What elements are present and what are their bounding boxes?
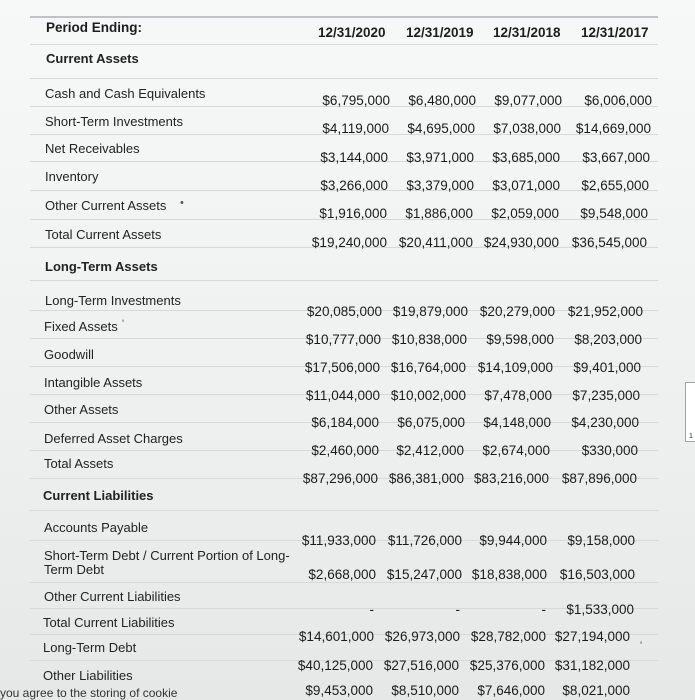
value-cell: $6,006,000 bbox=[584, 93, 652, 108]
value-cell: $1,886,000 bbox=[405, 206, 473, 221]
top-rule bbox=[30, 16, 658, 18]
value-cell: $17,506,000 bbox=[304, 360, 380, 375]
value-cell: $2,655,000 bbox=[581, 178, 649, 193]
value-cell: $4,148,000 bbox=[483, 415, 551, 430]
value-cell: - bbox=[369, 602, 374, 617]
value-cell: $9,598,000 bbox=[486, 332, 554, 347]
row-label: Cash and Cash Equivalents bbox=[45, 86, 206, 101]
value-cell: $330,000 bbox=[581, 443, 638, 458]
row-divider bbox=[30, 582, 658, 583]
row-label: Other Current Assets bbox=[45, 198, 167, 213]
value-cell: $87,296,000 bbox=[302, 471, 378, 486]
value-cell: $6,184,000 bbox=[311, 415, 379, 430]
value-cell: $2,674,000 bbox=[482, 443, 550, 458]
value-cell: - bbox=[541, 602, 546, 617]
value-cell: $6,795,000 bbox=[322, 93, 390, 108]
row-divider bbox=[30, 510, 658, 511]
side-marker-number: 1 bbox=[689, 433, 693, 440]
value-cell: $7,478,000 bbox=[484, 388, 552, 403]
value-cell: $14,109,000 bbox=[477, 360, 553, 375]
value-cell: $16,764,000 bbox=[390, 360, 466, 375]
value-cell: $3,266,000 bbox=[320, 178, 388, 193]
value-cell: $28,782,000 bbox=[470, 629, 546, 644]
value-cell: $1,916,000 bbox=[319, 206, 387, 221]
value-cell: $20,085,000 bbox=[306, 304, 382, 319]
value-cell: $9,453,000 bbox=[305, 683, 373, 698]
value-cell: $19,240,000 bbox=[311, 235, 387, 250]
value-cell: $20,411,000 bbox=[398, 235, 473, 250]
value-cell: $7,646,000 bbox=[477, 683, 545, 698]
row-marker-dot: ' bbox=[640, 640, 643, 652]
value-cell: $8,203,000 bbox=[574, 332, 642, 347]
value-cell: $2,412,000 bbox=[396, 443, 464, 458]
value-cell: $27,516,000 bbox=[383, 658, 459, 673]
value-cell: $1,533,000 bbox=[566, 602, 634, 617]
value-cell: $9,077,000 bbox=[494, 93, 562, 108]
value-cell: $16,503,000 bbox=[559, 567, 635, 582]
row-label: Inventory bbox=[45, 169, 99, 184]
row-label: Long-Term Investments bbox=[45, 293, 181, 308]
value-cell: $20,279,000 bbox=[479, 304, 555, 319]
value-cell: $10,777,000 bbox=[305, 332, 381, 347]
value-cell: $2,059,000 bbox=[491, 206, 559, 221]
value-cell: $86,381,000 bbox=[388, 471, 464, 486]
value-cell: $27,194,000 bbox=[554, 629, 630, 644]
value-cell: $14,601,000 bbox=[298, 629, 374, 644]
row-label: Short-Term Investments bbox=[45, 114, 183, 129]
row-label: Total Assets bbox=[44, 456, 114, 471]
value-cell: $9,158,000 bbox=[567, 533, 635, 548]
value-cell: $2,668,000 bbox=[308, 567, 376, 582]
period-ending-label: Period Ending: bbox=[46, 20, 142, 35]
row-label: Goodwill bbox=[44, 347, 94, 362]
value-cell: $9,944,000 bbox=[479, 533, 547, 548]
row-label: Other Liabilities bbox=[43, 668, 133, 683]
row-label: Fixed Assets bbox=[44, 319, 118, 334]
value-cell: $21,952,000 bbox=[567, 304, 643, 319]
row-marker-dot: • bbox=[180, 197, 184, 209]
value-cell: $4,230,000 bbox=[571, 415, 639, 430]
row-label: Other Assets bbox=[44, 402, 119, 417]
section-long-term-assets: Long-Term Assets bbox=[45, 259, 158, 274]
value-cell: $3,971,000 bbox=[406, 150, 474, 165]
value-cell: $3,379,000 bbox=[406, 178, 474, 193]
value-cell: $3,685,000 bbox=[492, 150, 560, 165]
value-cell: $8,021,000 bbox=[562, 683, 630, 698]
row-label: Long-Term Debt bbox=[43, 640, 137, 655]
value-cell: $8,510,000 bbox=[391, 683, 459, 698]
value-cell: $9,548,000 bbox=[580, 206, 648, 221]
cookie-notice: you agree to the storing of cookie bbox=[0, 686, 178, 700]
value-cell: $25,376,000 bbox=[469, 658, 545, 673]
value-cell: $36,545,000 bbox=[571, 235, 647, 250]
date-col-3: 12/31/2018 bbox=[493, 25, 561, 40]
value-cell: $24,930,000 bbox=[483, 235, 559, 250]
row-label: Short-Term Debt / Current Portion of Long-Term Debt bbox=[44, 548, 290, 577]
value-cell: $6,075,000 bbox=[397, 415, 465, 430]
value-cell: $9,401,000 bbox=[573, 360, 641, 375]
value-cell: - bbox=[455, 602, 460, 617]
value-cell: $11,044,000 bbox=[305, 388, 380, 403]
value-cell: $7,038,000 bbox=[493, 121, 561, 136]
value-cell: $18,838,000 bbox=[471, 567, 547, 582]
row-divider bbox=[30, 44, 658, 45]
date-col-2: 12/31/2019 bbox=[406, 25, 474, 40]
row-label: Other Current Liabilities bbox=[44, 589, 181, 604]
row-label: Intangible Assets bbox=[44, 375, 143, 390]
value-cell: $2,460,000 bbox=[311, 443, 379, 458]
value-cell: $4,695,000 bbox=[407, 121, 475, 136]
value-cell: $3,071,000 bbox=[492, 178, 560, 193]
date-col-4: 12/31/2017 bbox=[581, 25, 649, 40]
row-label: Total Current Liabilities bbox=[43, 615, 175, 630]
row-label: Accounts Payable bbox=[44, 520, 149, 535]
value-cell: $6,480,000 bbox=[408, 93, 476, 108]
date-col-1: 12/31/2020 bbox=[318, 25, 386, 40]
row-divider bbox=[30, 280, 658, 281]
value-cell: $10,002,000 bbox=[390, 388, 466, 403]
row-marker-dot: ' bbox=[122, 318, 125, 330]
value-cell: $83,216,000 bbox=[473, 471, 549, 486]
value-cell: $15,247,000 bbox=[386, 567, 462, 582]
value-cell: $26,973,000 bbox=[384, 629, 460, 644]
value-cell: $11,933,000 bbox=[301, 533, 376, 548]
row-label: Total Current Assets bbox=[45, 227, 162, 242]
value-cell: $3,144,000 bbox=[320, 150, 388, 165]
value-cell: $3,667,000 bbox=[582, 150, 650, 165]
row-label: Net Receivables bbox=[45, 141, 140, 156]
value-cell: $87,896,000 bbox=[561, 471, 637, 486]
value-cell: $4,119,000 bbox=[322, 121, 389, 136]
value-cell: $31,182,000 bbox=[554, 658, 630, 673]
section-current-liabilities: Current Liabilities bbox=[43, 488, 154, 503]
value-cell: $7,235,000 bbox=[572, 388, 640, 403]
value-cell: $40,125,000 bbox=[297, 658, 373, 673]
value-cell: $11,726,000 bbox=[387, 533, 462, 548]
value-cell: $14,669,000 bbox=[575, 121, 651, 136]
row-label: Deferred Asset Charges bbox=[44, 431, 183, 446]
row-divider bbox=[30, 78, 658, 79]
value-cell: $19,879,000 bbox=[392, 304, 468, 319]
value-cell: $10,838,000 bbox=[391, 332, 467, 347]
side-scroll-marker[interactable] bbox=[685, 382, 695, 442]
section-current-assets: Current Assets bbox=[46, 51, 139, 66]
